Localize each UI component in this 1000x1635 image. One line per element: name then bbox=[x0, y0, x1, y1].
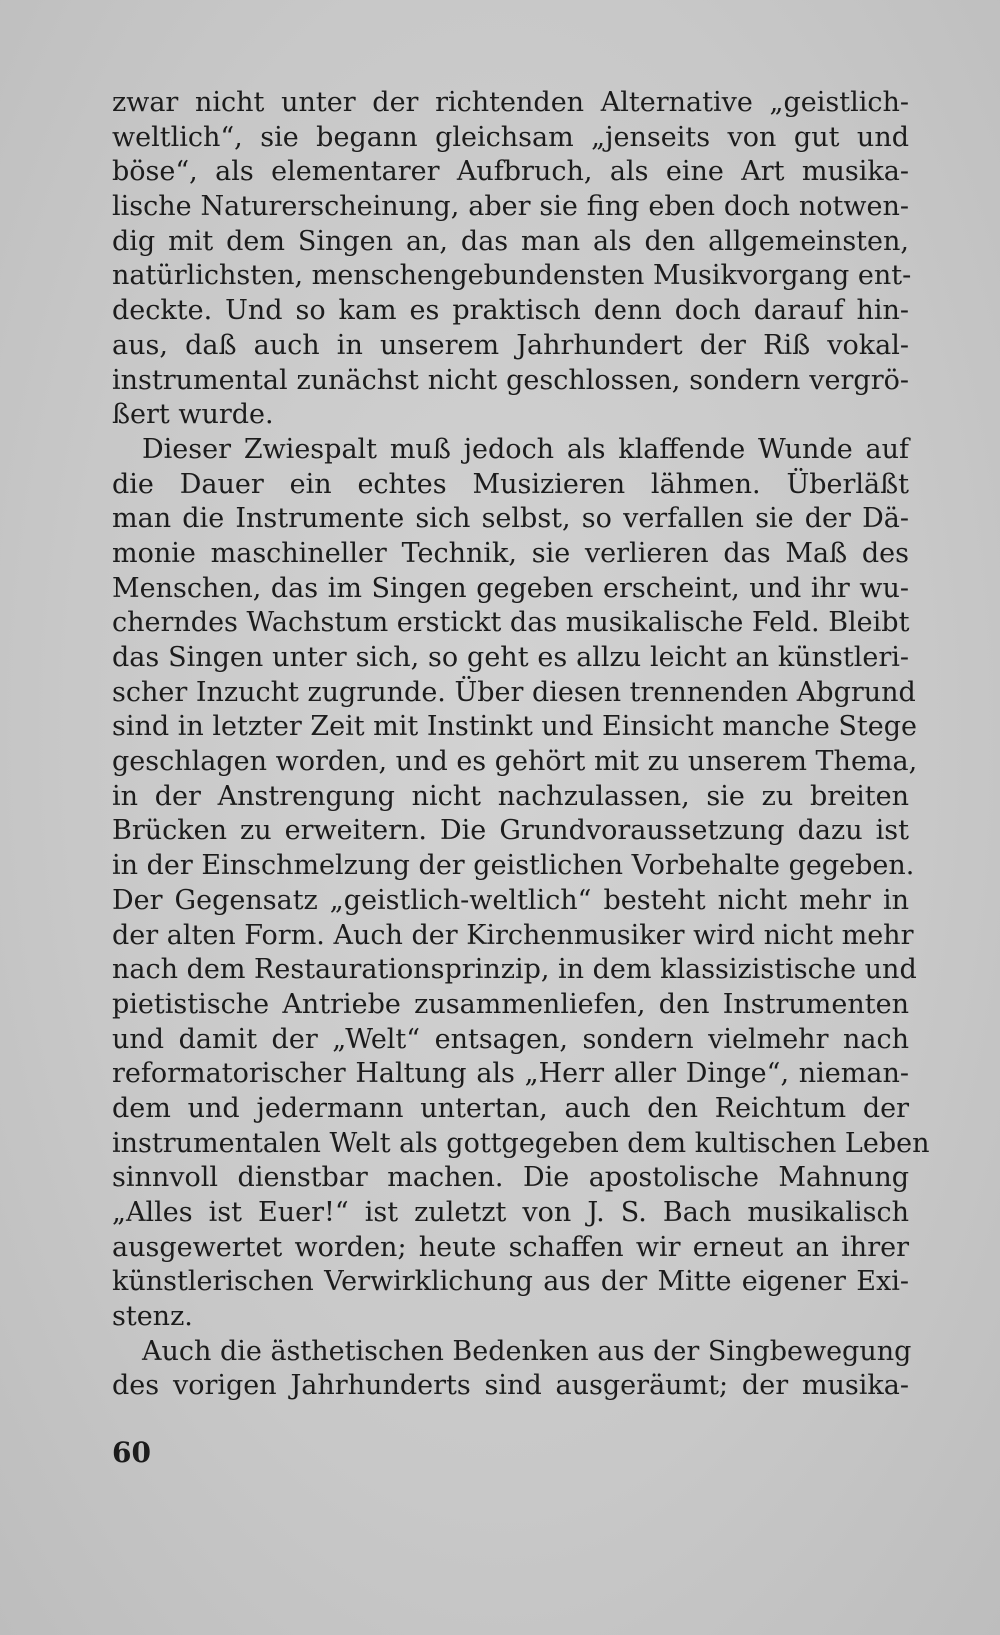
text-line: deckte. Und so kam es praktisch denn doch darauf hin- bbox=[112, 295, 909, 327]
text-line: dig mit dem Singen an, das man als den allgemeinsten, bbox=[112, 225, 909, 257]
text-line: natürlichsten, menschengebundensten Musikvorgang ent- bbox=[112, 260, 912, 292]
text-line: böse“, als elementarer Aufbruch, als eine Art musika- bbox=[112, 156, 909, 188]
text-line: scher Inzucht zugrunde. Über diesen trennenden Abgrund bbox=[112, 676, 916, 708]
text-line: „Alles ist Euer!“ ist zuletzt von J. S. Bach musikalisch bbox=[112, 1197, 909, 1228]
text-line: ßert wurde. bbox=[112, 399, 274, 431]
text-line: Dieser Zwiespalt muß jedoch als klaffende Wunde auf bbox=[142, 433, 909, 465]
text-line: instrumentalen Welt als gottgegeben dem kultischen Leben bbox=[112, 1127, 930, 1159]
text-line: in der Einschmelzung der geistlichen Vorbehalte gegeben. bbox=[112, 850, 915, 882]
text-line: der alten Form. Auch der Kirchenmusiker wird nicht mehr bbox=[112, 919, 914, 951]
text-line: Brücken zu erweitern. Die Grundvoraussetzung dazu ist bbox=[112, 815, 909, 847]
text-line: monie maschineller Technik, sie verlieren das Maß des bbox=[112, 537, 909, 569]
text-line: Auch die ästhetischen Bedenken aus der Singbewegung bbox=[142, 1335, 912, 1367]
text-line: Menschen, das im Singen gegeben erscheint, und ihr wu- bbox=[112, 572, 909, 604]
text-line: des vorigen Jahrhunderts sind ausgeräumt; der musika- bbox=[112, 1370, 909, 1402]
text-line: instrumental zunächst nicht geschlossen, sondern vergrö- bbox=[112, 364, 909, 396]
page-number: 60 bbox=[112, 1436, 151, 1469]
text-line: Der Gegensatz „geistlich-weltlich“ besteht nicht mehr in bbox=[112, 884, 909, 916]
text-line: weltlich“, sie begann gleichsam „jenseits von gut und bbox=[112, 121, 909, 153]
text-line: man die Instrumente sich selbst, so verfallen sie der Dä- bbox=[112, 503, 909, 535]
text-line: aus, daß auch in unserem Jahrhundert der Riß vokal- bbox=[112, 329, 909, 361]
text-line: ausgewertet worden; heute schaffen wir erneut an ihrer bbox=[112, 1231, 909, 1263]
text-line: reformatorischer Haltung als „Herr aller Dinge“, nieman- bbox=[112, 1058, 909, 1090]
body-text bbox=[112, 86, 930, 1404]
text-line: pietistische Antriebe zusammenliefen, den Instrumenten bbox=[112, 988, 909, 1020]
text-line: in der Anstrengung nicht nachzulassen, sie zu breiten bbox=[112, 780, 909, 812]
text-line: und damit der „Welt“ entsagen, sondern vielmehr nach bbox=[112, 1023, 909, 1055]
text-line: sinnvoll dienstbar machen. Die apostolische Mahnung bbox=[112, 1162, 909, 1194]
text-line: die Dauer ein echtes Musizieren lähmen. Überläßt bbox=[112, 468, 909, 500]
text-line: lische Naturerscheinung, aber sie fing eben doch notwen- bbox=[112, 191, 909, 223]
text-line: dem und jedermann untertan, auch den Reichtum der bbox=[112, 1092, 909, 1124]
text-line: sind in letzter Zeit mit Instinkt und Einsicht manche Stege bbox=[112, 711, 917, 743]
text-line: geschlagen worden, und es gehört mit zu unserem Thema, bbox=[112, 746, 918, 778]
text-line: das Singen unter sich, so geht es allzu leicht an künstleri- bbox=[112, 642, 909, 673]
text-line: nach dem Restaurationsprinzip, in dem klassizistische und bbox=[112, 954, 917, 986]
text-line: stenz. bbox=[112, 1301, 193, 1333]
text-line: künstlerischen Verwirklichung aus der Mitte eigener Exi- bbox=[112, 1266, 909, 1298]
text-line: zwar nicht unter der richtenden Alternative „geistlich- bbox=[112, 87, 909, 118]
text-line: cherndes Wachstum erstickt das musikalische Feld. Bleibt bbox=[112, 607, 910, 639]
